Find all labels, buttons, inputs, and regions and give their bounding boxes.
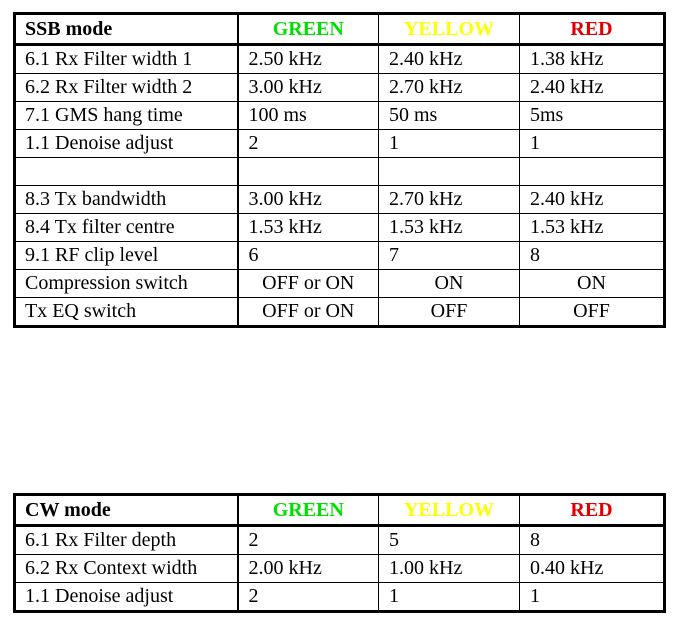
red-value: 2.40 kHz	[520, 186, 664, 214]
yellow-value: 5	[379, 526, 520, 555]
ssb-mode-table	[15, 14, 664, 326]
level-yellow-header: YELLOW	[379, 496, 520, 526]
setting-label	[16, 158, 238, 186]
yellow-value: 7	[379, 242, 520, 270]
green-value: 2.00 kHz	[238, 555, 379, 583]
table-header-row	[16, 15, 664, 45]
level-green-header: GREEN	[238, 496, 379, 526]
mode-title: SSB mode	[16, 15, 238, 45]
green-value: 3.00 kHz	[238, 186, 379, 214]
green-value: OFF or ON	[238, 298, 379, 326]
yellow-value: 2.70 kHz	[379, 186, 520, 214]
yellow-value	[379, 158, 520, 186]
green-value: 2	[238, 583, 379, 611]
setting-label: 6.2 Rx Filter width 2	[16, 74, 238, 102]
yellow-value: 1	[379, 583, 520, 611]
table-row	[16, 214, 664, 242]
green-value: OFF or ON	[238, 270, 379, 298]
red-value: 8	[520, 526, 664, 555]
table-row	[16, 102, 664, 130]
green-value: 100 ms	[238, 102, 379, 130]
table-row	[16, 242, 664, 270]
table-row	[16, 526, 664, 555]
yellow-value: 2.40 kHz	[379, 45, 520, 74]
setting-label: 9.1 RF clip level	[16, 242, 238, 270]
green-value: 6	[238, 242, 379, 270]
table-row	[16, 130, 664, 158]
cw-mode-table	[15, 495, 664, 611]
red-value: ON	[520, 270, 664, 298]
red-value: 5ms	[520, 102, 664, 130]
green-value: 2.50 kHz	[238, 45, 379, 74]
mode-title: CW mode	[16, 496, 238, 526]
yellow-value: 2.70 kHz	[379, 74, 520, 102]
setting-label: 7.1 GMS hang time	[16, 102, 238, 130]
table-row	[16, 270, 664, 298]
red-value: 0.40 kHz	[520, 555, 664, 583]
setting-label: Tx EQ switch	[16, 298, 238, 326]
yellow-value: 1	[379, 130, 520, 158]
table-row	[16, 298, 664, 326]
red-value: 8	[520, 242, 664, 270]
red-value: OFF	[520, 298, 664, 326]
green-value: 2	[238, 526, 379, 555]
setting-label: 6.1 Rx Filter width 1	[16, 45, 238, 74]
level-red-header: RED	[520, 496, 664, 526]
green-value: 2	[238, 130, 379, 158]
level-green-header: GREEN	[238, 15, 379, 45]
setting-label: 8.4 Tx filter centre	[16, 214, 238, 242]
table-row	[16, 74, 664, 102]
yellow-value: OFF	[379, 298, 520, 326]
yellow-value: 50 ms	[379, 102, 520, 130]
red-value: 1	[520, 583, 664, 611]
red-value: 2.40 kHz	[520, 74, 664, 102]
yellow-value: ON	[379, 270, 520, 298]
green-value	[238, 158, 379, 186]
setting-label: 6.2 Rx Context width	[16, 555, 238, 583]
table-row	[16, 45, 664, 74]
setting-label: 8.3 Tx bandwidth	[16, 186, 238, 214]
setting-label: 1.1 Denoise adjust	[16, 130, 238, 158]
setting-label: 6.1 Rx Filter depth	[16, 526, 238, 555]
table-row	[16, 186, 664, 214]
table-row	[16, 555, 664, 583]
red-value	[520, 158, 664, 186]
green-value: 3.00 kHz	[238, 74, 379, 102]
table-header-row	[16, 496, 664, 526]
table-row-empty	[16, 158, 664, 186]
table-row	[16, 583, 664, 611]
red-value: 1.53 kHz	[520, 214, 664, 242]
red-value: 1	[520, 130, 664, 158]
setting-label: 1.1 Denoise adjust	[16, 583, 238, 611]
setting-label: Compression switch	[16, 270, 238, 298]
yellow-value: 1.53 kHz	[379, 214, 520, 242]
level-yellow-header: YELLOW	[379, 15, 520, 45]
red-value: 1.38 kHz	[520, 45, 664, 74]
yellow-value: 1.00 kHz	[379, 555, 520, 583]
level-red-header: RED	[520, 15, 664, 45]
green-value: 1.53 kHz	[238, 214, 379, 242]
